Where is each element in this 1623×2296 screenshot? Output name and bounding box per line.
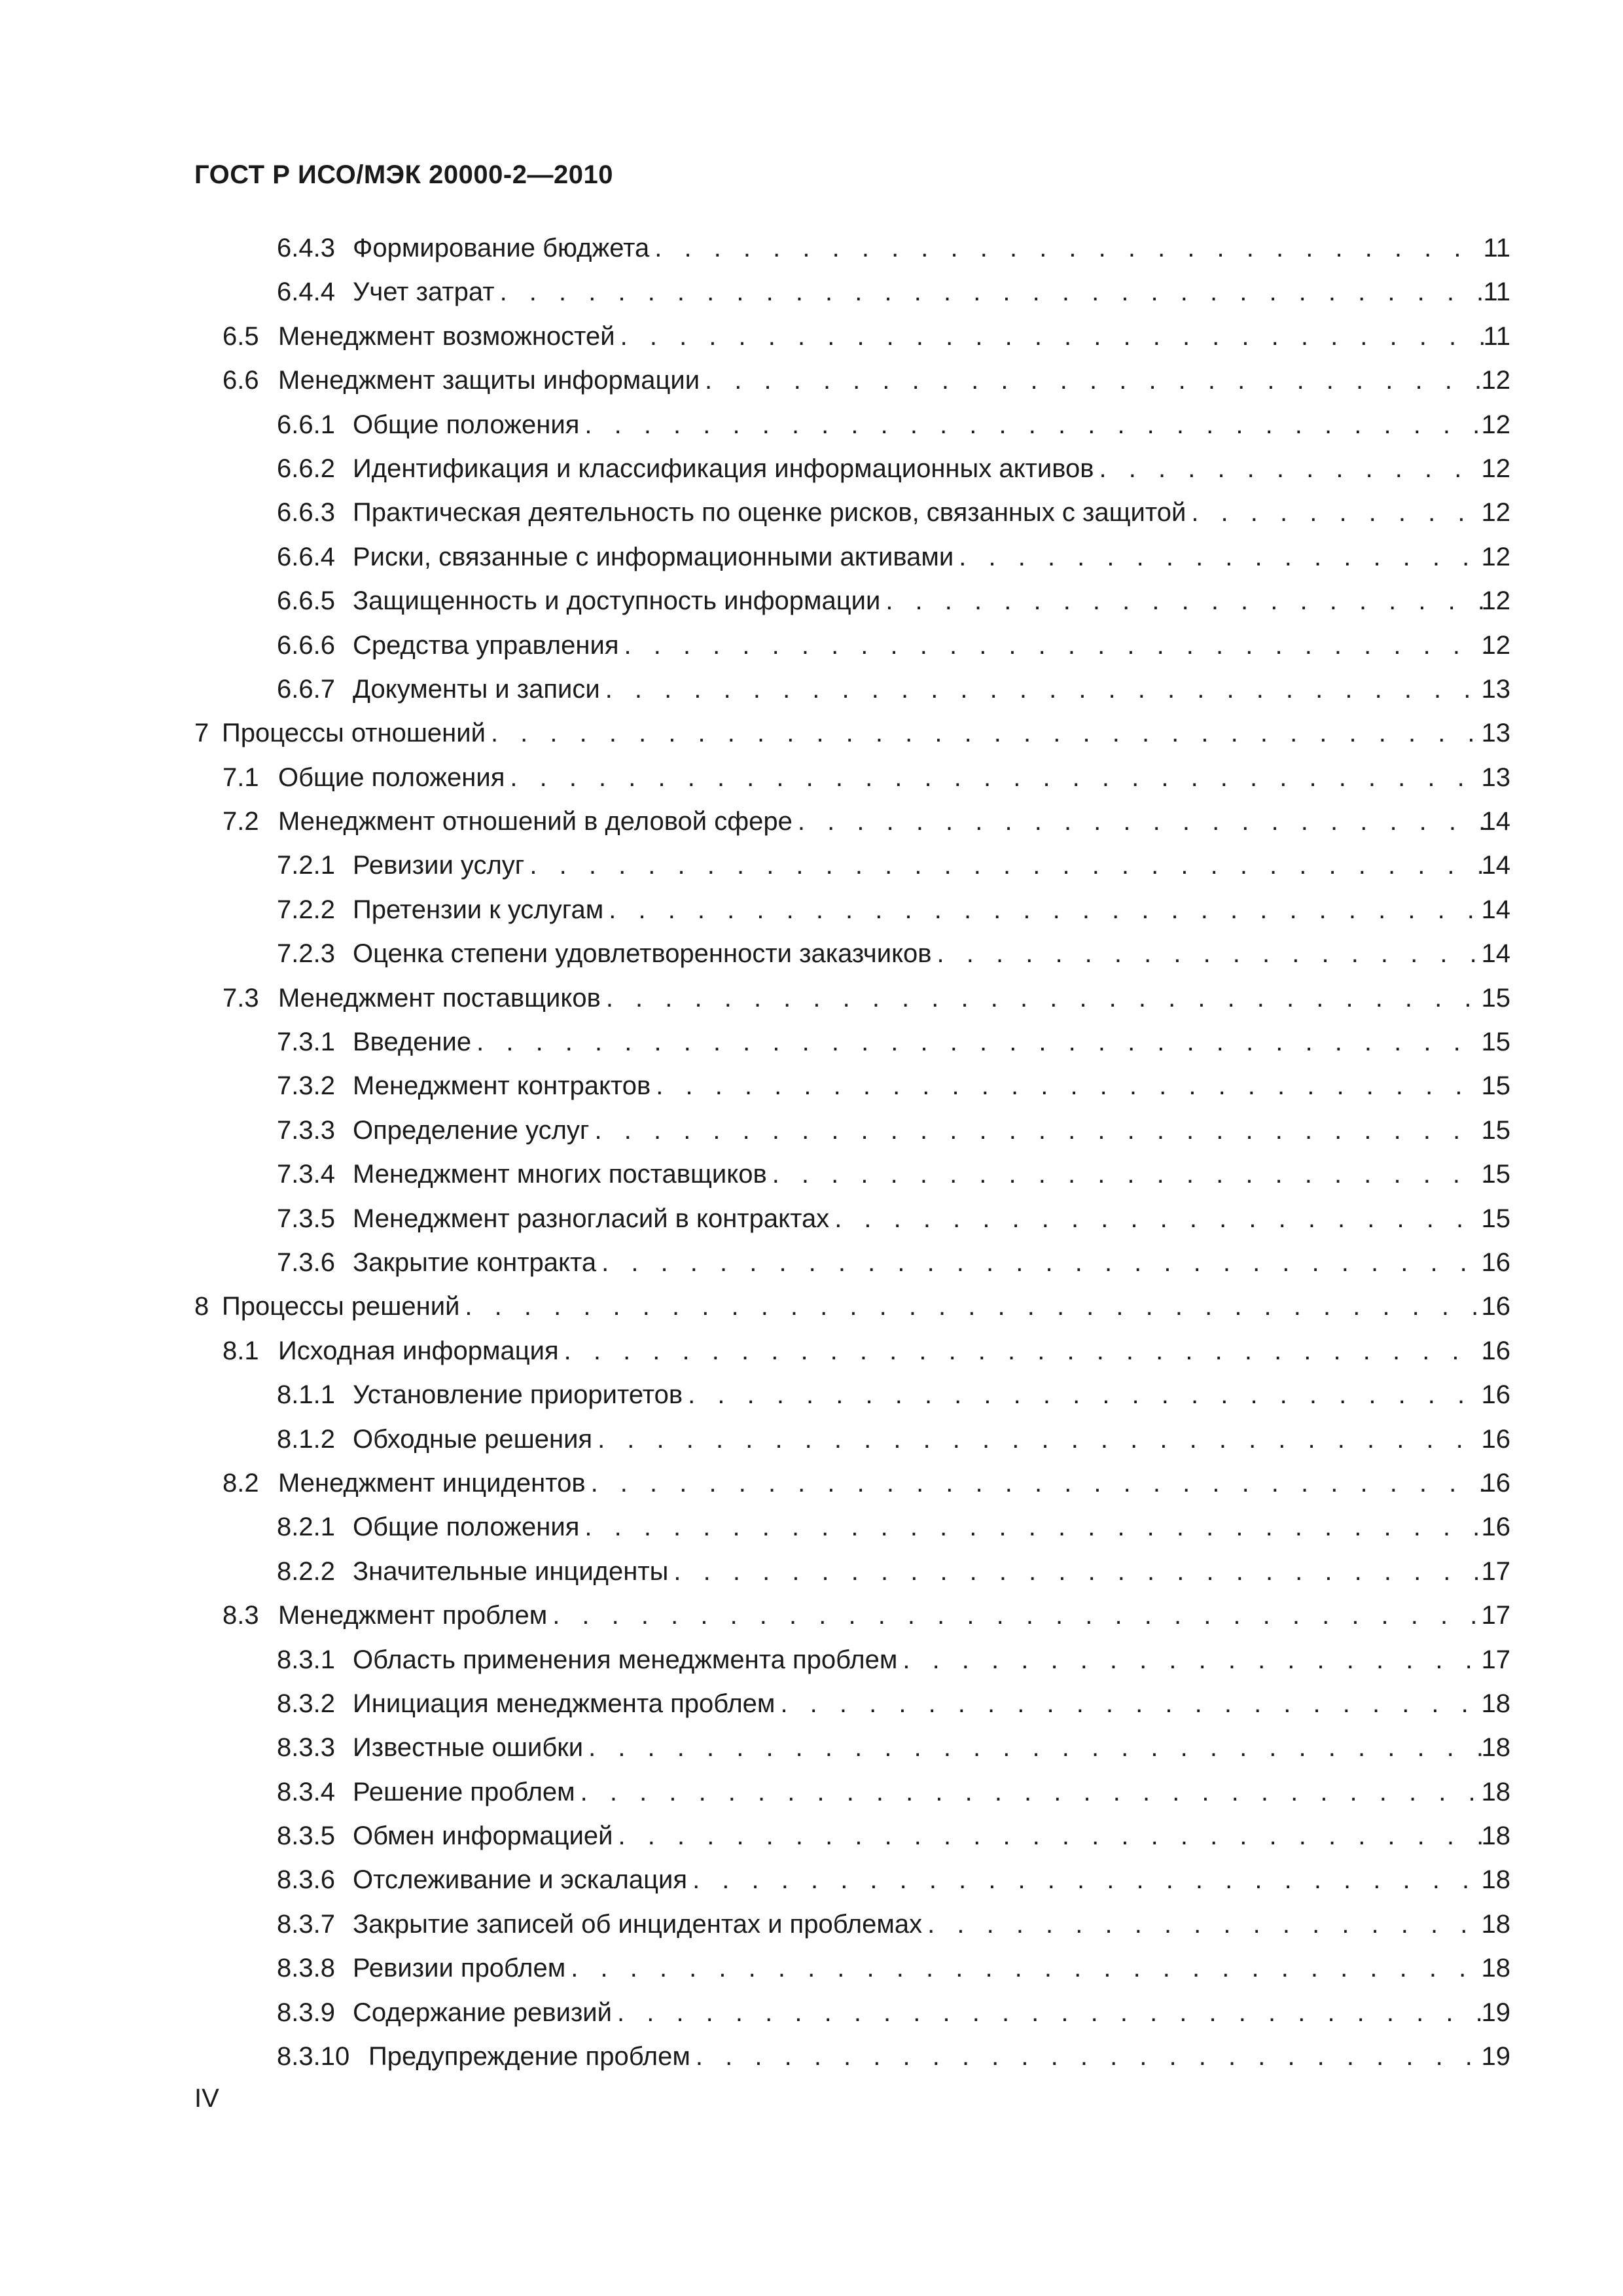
toc-entry — [0, 977, 1623, 1020]
toc-entry-title: Закрытие записей об инцидентах и проблемах — [353, 1909, 923, 1939]
toc-entry-number: 8.3.2 — [277, 1689, 335, 1718]
toc-entry-number: 7.3.4 — [277, 1160, 335, 1189]
toc-entry-title: Учет затрат — [353, 278, 495, 307]
toc-entry-title: Практическая деятельность по оценке рисков, связанных с защитой — [353, 498, 1186, 528]
toc-dot-leader — [476, 1020, 1486, 1064]
toc-entry — [0, 270, 1623, 314]
toc-entry-title: Закрытие контракта — [353, 1247, 597, 1277]
toc-dot-leader — [617, 1991, 1486, 2035]
toc-entry-page: 13 — [1481, 719, 1510, 748]
toc-entry-number: 7.2.1 — [277, 851, 335, 880]
toc-entry-lead — [277, 1770, 1486, 1814]
toc-entry-number: 8.3.3 — [277, 1733, 335, 1763]
toc-entry-page: 19 — [1481, 2042, 1510, 2072]
toc-entry-page: 18 — [1481, 1733, 1510, 1763]
toc-entry — [0, 1153, 1623, 1196]
toc-entry-page: 18 — [1481, 1777, 1510, 1806]
toc-dot-leader — [595, 1109, 1486, 1153]
toc-entry-number: 8.3.8 — [277, 1954, 335, 1983]
toc-entry — [0, 1682, 1623, 1726]
toc-entry — [0, 1858, 1623, 1902]
toc-entry-title: Процессы отношений — [222, 719, 486, 748]
toc-entry-page: 14 — [1481, 851, 1510, 880]
toc-dot-leader — [529, 844, 1486, 888]
toc-entry-title: Предупреждение проблем — [368, 2042, 690, 2072]
toc-entry-number: 6.6.5 — [277, 586, 335, 616]
toc-entry — [0, 800, 1623, 844]
toc-entry-title: Менеджмент возможностей — [278, 321, 615, 351]
toc-entry-lead — [277, 1153, 1486, 1196]
toc-entry-lead — [277, 1418, 1486, 1462]
toc-dot-leader — [597, 1418, 1486, 1462]
toc-entry-lead — [277, 579, 1486, 623]
toc-entry-page: 15 — [1481, 1115, 1510, 1145]
toc-entry-page: 16 — [1481, 1468, 1510, 1498]
toc-dot-leader — [834, 1197, 1486, 1241]
toc-entry-title: Общие положения — [278, 762, 505, 792]
table-of-contents — [0, 226, 1623, 2079]
toc-entry-number: 7.3.6 — [277, 1247, 335, 1277]
toc-entry-lead — [277, 491, 1486, 535]
toc-entry-number: 6.6.3 — [277, 498, 335, 528]
toc-entry-title: Область применения менеджмента проблем — [353, 1645, 898, 1674]
toc-entry-page: 18 — [1481, 1865, 1510, 1895]
toc-entry — [0, 1197, 1623, 1241]
toc-dot-leader — [601, 1241, 1486, 1285]
toc-entry-page: 14 — [1481, 807, 1510, 836]
toc-entry-number: 7.2.3 — [277, 939, 335, 969]
toc-entry-lead — [277, 535, 1486, 579]
toc-entry-lead — [277, 1991, 1486, 2035]
page-number: IV — [194, 2084, 219, 2113]
toc-entry-lead — [277, 844, 1486, 888]
toc-entry-number: 7.3.5 — [277, 1204, 335, 1233]
toc-entry-page: 16 — [1481, 1424, 1510, 1454]
toc-entry-lead — [277, 624, 1486, 668]
toc-dot-leader — [705, 359, 1486, 403]
toc-dot-leader — [552, 1594, 1486, 1638]
toc-entry-title: Менеджмент проблем — [278, 1601, 548, 1630]
toc-entry-number: 6.6.6 — [277, 630, 335, 660]
toc-entry — [0, 1020, 1623, 1064]
toc-entry-lead — [223, 800, 1486, 844]
toc-entry-number: 8.2.2 — [277, 1556, 335, 1586]
toc-entry — [0, 1814, 1623, 1858]
toc-dot-leader — [465, 1285, 1486, 1329]
toc-entry-page: 11 — [1483, 234, 1510, 262]
toc-entry-lead — [223, 977, 1486, 1020]
toc-entry-lead — [277, 1241, 1486, 1285]
toc-entry-title: Риски, связанные с информационными активами — [353, 542, 954, 571]
toc-entry-title: Менеджмент отношений в деловой сфере — [278, 807, 793, 836]
toc-entry-page: 16 — [1481, 1513, 1510, 1542]
toc-entry-number: 7.3.2 — [277, 1071, 335, 1101]
toc-entry — [0, 932, 1623, 976]
toc-entry-page: 11 — [1483, 278, 1510, 307]
toc-entry-title: Известные ошибки — [353, 1733, 584, 1763]
toc-entry — [0, 535, 1623, 579]
toc-dot-leader — [772, 1153, 1486, 1196]
toc-entry — [0, 1770, 1623, 1814]
toc-entry-number: 7.2.2 — [277, 895, 335, 924]
toc-entry — [0, 844, 1623, 888]
toc-entry-number: 8.3 — [223, 1601, 259, 1630]
toc-entry-lead — [223, 1462, 1486, 1505]
toc-entry-number: 6.6.1 — [277, 410, 335, 439]
toc-entry-title: Оценка степени удовлетворенности заказчиков — [353, 939, 932, 969]
toc-entry-number: 8.2.1 — [277, 1513, 335, 1542]
toc-dot-leader — [580, 1770, 1486, 1814]
toc-dot-leader — [618, 1814, 1486, 1858]
toc-entry-number: 6.6.2 — [277, 454, 335, 483]
toc-entry-title: Процессы решений — [222, 1292, 460, 1321]
toc-entry-lead — [277, 270, 1486, 314]
toc-entry-page: 18 — [1481, 1954, 1510, 1983]
toc-entry — [0, 668, 1623, 711]
toc-dot-leader — [584, 1505, 1486, 1549]
toc-entry-page: 18 — [1481, 1689, 1510, 1718]
toc-entry-page: 18 — [1481, 1909, 1510, 1939]
toc-entry-page: 14 — [1481, 895, 1510, 924]
toc-dot-leader — [609, 888, 1486, 932]
toc-entry-title: Обходные решения — [353, 1424, 593, 1454]
toc-entry-title: Установление приоритетов — [353, 1380, 683, 1410]
toc-entry-page: 15 — [1481, 983, 1510, 1013]
toc-entry-title: Защищенность и доступность информации — [353, 586, 881, 616]
toc-entry-title: Средства управления — [353, 630, 619, 660]
toc-entry — [0, 1726, 1623, 1770]
toc-entry — [0, 624, 1623, 668]
toc-entry-lead — [277, 1903, 1486, 1946]
toc-dot-leader — [1191, 491, 1486, 535]
toc-dot-leader — [624, 624, 1486, 668]
toc-entry-lead — [277, 1109, 1486, 1153]
toc-entry-lead — [277, 1682, 1486, 1726]
toc-dot-leader — [564, 1329, 1486, 1373]
toc-entry-page: 17 — [1481, 1645, 1510, 1674]
toc-entry-title: Идентификация и классификация информационных активов — [353, 454, 1094, 483]
toc-entry — [0, 711, 1623, 755]
toc-entry-title: Формирование бюджета — [353, 234, 650, 262]
toc-entry-lead — [277, 668, 1486, 711]
toc-dot-leader — [902, 1638, 1486, 1682]
toc-entry-page: 14 — [1481, 939, 1510, 969]
toc-dot-leader — [500, 270, 1486, 314]
toc-entry-page: 16 — [1481, 1380, 1510, 1410]
toc-entry — [0, 226, 1623, 270]
toc-dot-leader — [571, 1946, 1486, 1990]
toc-entry — [0, 1109, 1623, 1153]
toc-entry-page: 11 — [1483, 321, 1510, 351]
toc-entry — [0, 403, 1623, 447]
toc-entry-page: 12 — [1481, 630, 1510, 660]
toc-entry-lead — [277, 1197, 1486, 1241]
toc-entry-number: 8.3.5 — [277, 1821, 335, 1851]
toc-entry-page: 16 — [1481, 1336, 1510, 1365]
toc-entry-lead — [277, 1638, 1486, 1682]
toc-entry-lead — [223, 1594, 1486, 1638]
toc-entry-page: 12 — [1481, 498, 1510, 528]
toc-entry — [0, 1373, 1623, 1417]
toc-entry-page: 15 — [1481, 1204, 1510, 1233]
toc-entry-number: 6.4.4 — [277, 278, 335, 307]
toc-entry-lead — [277, 1726, 1486, 1770]
toc-entry — [0, 1241, 1623, 1285]
toc-entry — [0, 447, 1623, 491]
toc-entry-lead — [223, 359, 1486, 403]
toc-dot-leader — [927, 1903, 1486, 1946]
toc-entry-lead — [277, 2035, 1486, 2079]
toc-entry-number: 8.3.1 — [277, 1645, 335, 1674]
toc-entry-page: 12 — [1481, 410, 1510, 439]
toc-dot-leader — [591, 1462, 1486, 1505]
toc-dot-leader — [688, 1373, 1486, 1417]
toc-entry-lead — [194, 711, 1486, 755]
toc-entry-lead — [277, 1373, 1486, 1417]
toc-entry-number: 6.6.7 — [277, 674, 335, 704]
toc-entry-number: 8.3.6 — [277, 1865, 335, 1895]
toc-entry-lead — [223, 756, 1486, 800]
toc-entry-page: 16 — [1481, 1247, 1510, 1277]
toc-dot-leader — [692, 1858, 1486, 1902]
toc-entry-title: Менеджмент многих поставщиков — [353, 1160, 767, 1189]
toc-entry-number: 8.1.1 — [277, 1380, 335, 1410]
toc-entry-title: Обмен информацией — [353, 1821, 613, 1851]
toc-entry-title: Решение проблем — [353, 1777, 575, 1806]
toc-entry-title: Менеджмент инцидентов — [278, 1468, 586, 1498]
toc-dot-leader — [1099, 447, 1486, 491]
toc-entry-lead — [277, 1550, 1486, 1594]
toc-entry-lead — [277, 403, 1486, 447]
toc-entry — [0, 2035, 1623, 2079]
toc-entry-number: 8.3.7 — [277, 1909, 335, 1939]
toc-entry-title: Введение — [353, 1028, 472, 1057]
toc-entry — [0, 1903, 1623, 1946]
toc-entry-page: 13 — [1481, 674, 1510, 704]
toc-entry — [0, 1594, 1623, 1638]
document-header: ГОСТ Р ИСО/МЭК 20000-2—2010 — [194, 160, 613, 189]
toc-entry-title: Менеджмент контрактов — [353, 1071, 651, 1101]
toc-entry-number: 6.4.3 — [277, 234, 335, 262]
toc-entry-page: 12 — [1481, 586, 1510, 616]
toc-entry — [0, 756, 1623, 800]
toc-entry-title: Значительные инциденты — [353, 1556, 669, 1586]
toc-dot-leader — [606, 977, 1486, 1020]
toc-entry — [0, 1946, 1623, 1990]
toc-entry-number: 8.3.4 — [277, 1777, 335, 1806]
toc-entry-title: Менеджмент разногласий в контрактах — [353, 1204, 830, 1233]
toc-entry-page: 15 — [1481, 1071, 1510, 1101]
toc-entry — [0, 1991, 1623, 2035]
toc-entry-page: 16 — [1481, 1292, 1510, 1321]
toc-entry — [0, 491, 1623, 535]
toc-entry-lead — [277, 1064, 1486, 1108]
toc-dot-leader — [696, 2035, 1486, 2079]
toc-entry-title: Содержание ревизий — [353, 1998, 612, 2027]
toc-entry-page: 12 — [1481, 454, 1510, 483]
toc-entry-page: 15 — [1481, 1160, 1510, 1189]
toc-entry-title: Общие положения — [353, 1513, 580, 1542]
toc-entry-title: Ревизии проблем — [353, 1954, 566, 1983]
toc-entry — [0, 1329, 1623, 1373]
toc-dot-leader — [510, 756, 1486, 800]
toc-entry-lead — [277, 888, 1486, 932]
toc-entry-lead — [223, 1329, 1486, 1373]
toc-entry-number: 8.1.2 — [277, 1424, 335, 1454]
toc-entry-page: 12 — [1481, 366, 1510, 395]
toc-entry — [0, 1064, 1623, 1108]
toc-entry-number: 8.3.10 — [277, 2042, 350, 2072]
toc-dot-leader — [491, 711, 1486, 755]
toc-entry-page: 18 — [1481, 1821, 1510, 1851]
toc-dot-leader — [885, 579, 1486, 623]
toc-entry-lead — [277, 447, 1486, 491]
toc-entry-number: 7.3.3 — [277, 1115, 335, 1145]
toc-entry-page: 19 — [1481, 1998, 1510, 2027]
toc-entry-lead — [223, 315, 1486, 359]
toc-entry-number: 8 — [194, 1292, 209, 1321]
toc-entry-page: 12 — [1481, 542, 1510, 571]
toc-entry-title: Менеджмент защиты информации — [278, 366, 700, 395]
toc-dot-leader — [584, 403, 1486, 447]
toc-entry-lead — [277, 932, 1486, 976]
toc-entry — [0, 1462, 1623, 1505]
toc-entry-title: Ревизии услуг — [353, 851, 525, 880]
toc-entry-number: 8.1 — [223, 1336, 259, 1365]
toc-entry-number: 6.6.4 — [277, 542, 335, 571]
toc-dot-leader — [673, 1550, 1486, 1594]
toc-entry-number: 8.3.9 — [277, 1998, 335, 2027]
toc-entry — [0, 1418, 1623, 1462]
toc-entry-page: 13 — [1481, 762, 1510, 792]
toc-entry-title: Определение услуг — [353, 1115, 590, 1145]
toc-entry-lead — [277, 226, 1486, 270]
toc-entry — [0, 315, 1623, 359]
toc-entry-lead — [277, 1946, 1486, 1990]
toc-entry-title: Общие положения — [353, 410, 580, 439]
toc-dot-leader — [780, 1682, 1486, 1726]
toc-entry — [0, 579, 1623, 623]
toc-entry-number: 7.2 — [223, 807, 259, 836]
toc-dot-leader — [937, 932, 1486, 976]
toc-entry-number: 7.1 — [223, 762, 259, 792]
toc-entry-number: 6.5 — [223, 321, 259, 351]
toc-entry — [0, 1505, 1623, 1549]
toc-dot-leader — [798, 800, 1486, 844]
toc-entry-number: 8.2 — [223, 1468, 259, 1498]
toc-entry — [0, 1550, 1623, 1594]
toc-entry-lead — [277, 1505, 1486, 1549]
toc-entry-title: Исходная информация — [278, 1336, 559, 1365]
toc-dot-leader — [588, 1726, 1486, 1770]
toc-entry-title: Инициация менеджмента проблем — [353, 1689, 776, 1718]
toc-dot-leader — [654, 226, 1486, 270]
toc-entry — [0, 1285, 1623, 1329]
toc-dot-leader — [656, 1064, 1486, 1108]
toc-entry-title: Документы и записи — [353, 674, 600, 704]
toc-entry-number: 7.3.1 — [277, 1028, 335, 1057]
toc-entry-lead — [277, 1814, 1486, 1858]
toc-entry-lead — [277, 1858, 1486, 1902]
toc-entry — [0, 1638, 1623, 1682]
toc-entry-page: 17 — [1481, 1601, 1510, 1630]
toc-entry-lead — [277, 1020, 1486, 1064]
toc-entry-number: 7.3 — [223, 983, 259, 1013]
toc-entry-page: 15 — [1481, 1028, 1510, 1057]
toc-entry — [0, 359, 1623, 403]
toc-entry-page: 17 — [1481, 1556, 1510, 1586]
toc-entry-title: Претензии к услугам — [353, 895, 604, 924]
toc-entry-number: 7 — [194, 719, 209, 748]
toc-entry — [0, 888, 1623, 932]
toc-dot-leader — [959, 535, 1486, 579]
toc-entry-title: Отслеживание и эскалация — [353, 1865, 688, 1895]
toc-entry-title: Менеджмент поставщиков — [278, 983, 601, 1013]
toc-dot-leader — [620, 315, 1486, 359]
toc-entry-number: 6.6 — [223, 366, 259, 395]
toc-dot-leader — [605, 668, 1486, 711]
toc-entry-lead — [194, 1285, 1486, 1329]
